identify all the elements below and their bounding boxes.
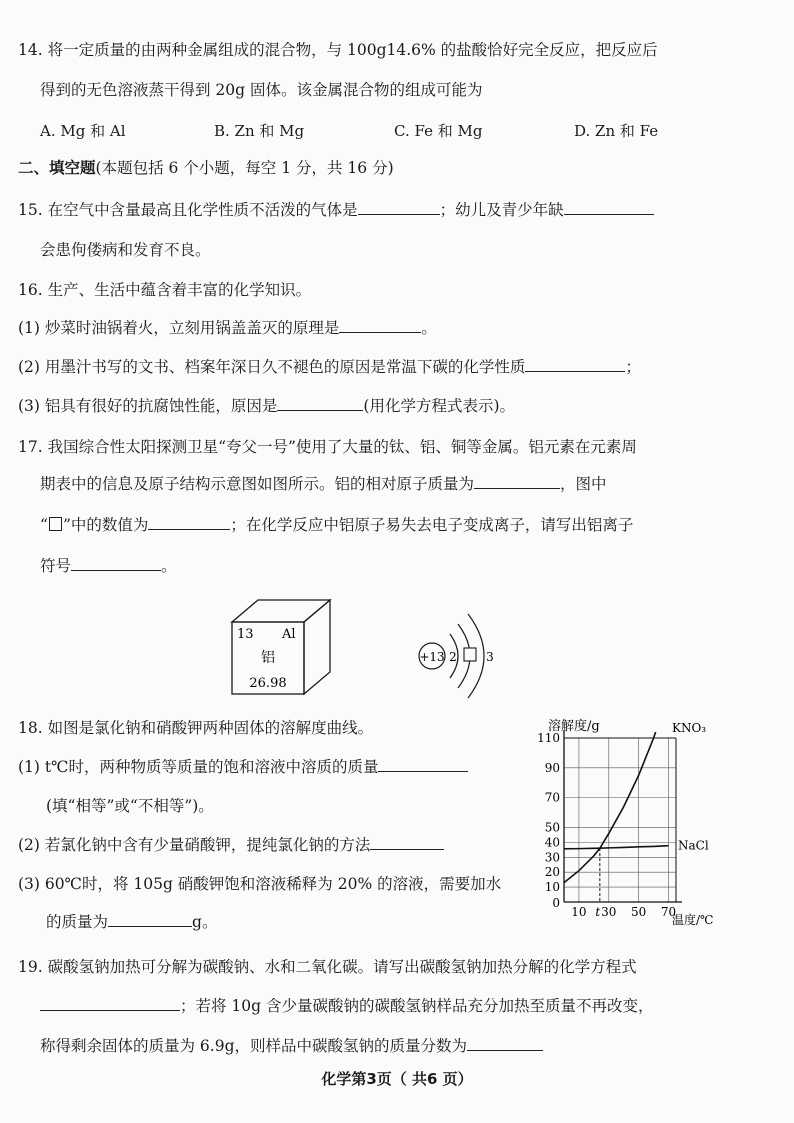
q16-blank-1[interactable] [339, 318, 421, 333]
chart-tick-labels [537, 731, 676, 919]
q14-line1: 14. 将一定质量的由两种金属组成的混合物，与 100g14.6% 的盐酸恰好完全反应，把反应后 [18, 41, 658, 59]
q14-option-c: C. Fe 和 Mg [394, 122, 483, 140]
q16-p3-text: (3) 铝具有很好的抗腐蚀性能，原因是 [18, 397, 278, 415]
section-heading [18, 158, 394, 178]
y-tick-label: 110 [537, 731, 560, 745]
chart-axes [564, 730, 682, 902]
chart-series [564, 712, 709, 902]
q18-p3-text: 的质量为 [46, 913, 109, 931]
q18-p3-unit: g。 [192, 913, 218, 931]
q18-part3: (3) 60℃时，将 105g 硝酸钾饱和溶液稀释为 20% 的溶液，需要加水 [18, 875, 502, 893]
q19-line2 [40, 996, 654, 1016]
y-tick-label: 40 [544, 835, 560, 850]
y-tick-label: 50 [544, 820, 560, 835]
q17-line2 [40, 474, 607, 494]
q14-option-a: A. Mg 和 Al [40, 122, 126, 140]
q16-p1-end: 。 [421, 319, 437, 337]
x-tick-label: t [595, 905, 601, 919]
section-note: (本题包括 6 个小题，每空 1 分，共 16 分) [95, 159, 394, 177]
q14-line2: 得到的无色溶液蒸干得到 20g 固体。该金属混合物的组成可能为 [40, 81, 483, 99]
q17-line3 [40, 515, 633, 535]
q17-line4 [40, 556, 177, 576]
q19-blank-2[interactable] [467, 1036, 543, 1051]
y-tick-label: 20 [544, 865, 560, 880]
q17-line1: 17. 我国综合性太阳探测卫星“夸父一号”使用了大量的钛、铝、铜等金属。铝元素在元素周 [18, 438, 637, 456]
q17-blank-2[interactable] [148, 515, 230, 530]
q14-option-d: D. Zn 和 Fe [574, 122, 659, 140]
q17-l3-rest: ；在化学反应中铝原子易失去电子变成离子，请写出铝离子 [230, 516, 634, 534]
x-tick-label: 70 [660, 905, 677, 919]
q15-text-b: ；幼儿及青少年缺 [439, 201, 564, 219]
q18-part1 [18, 757, 468, 777]
shell-2-box [464, 648, 476, 661]
q19-blank-1[interactable] [40, 996, 180, 1011]
placeholder-box-icon [49, 517, 62, 531]
atomic-mass: 26.98 [249, 676, 287, 691]
cube-top [232, 600, 330, 622]
shell-3-electrons: 3 [486, 650, 494, 664]
q16-p2-text: (2) 用墨汁书写的文书、档案年深日久不褪色的原因是常温下碳的化学性质 [18, 358, 526, 376]
q17-l3-quote-open: “ [40, 516, 48, 534]
q16-part2 [18, 357, 641, 377]
q19-line3 [40, 1036, 543, 1056]
q19-l3-text: 称得剩余固体的质量为 6.9g，则样品中碳酸氢钠的质量分数为 [40, 1037, 468, 1055]
q18-part2 [18, 835, 444, 855]
y-tick-label: 90 [544, 760, 560, 775]
shell-1-electrons: 2 [449, 650, 457, 664]
q18-part1-note: (填“相等”或“不相等”)。 [46, 797, 214, 815]
q17-blank-3[interactable] [71, 556, 161, 571]
chart-grid [564, 738, 676, 902]
nucleus-charge: +13 [419, 650, 445, 664]
q17-l4-end: 。 [161, 557, 177, 575]
chart-y-axis-label: 溶解度/g [548, 719, 600, 734]
q18-blank-1[interactable] [378, 757, 468, 772]
q16-blank-2[interactable] [525, 357, 625, 372]
q18-part3-line2 [46, 912, 217, 932]
page-footer: 化学第3页（ 共6 页） [321, 1070, 473, 1088]
q18-blank-3[interactable] [108, 912, 192, 927]
q15-text-a: 15. 在空气中含量最高且化学性质不活泼的气体是 [18, 201, 358, 219]
q18-blank-2[interactable] [370, 835, 444, 850]
solubility-chart [528, 712, 724, 934]
q17-l3-text: ”中的数值为 [62, 516, 149, 534]
q16-p1-text: (1) 炒菜时油锅着火，立刻用锅盖盖灭的原理是 [18, 319, 340, 337]
q16-part3 [18, 396, 515, 416]
x-tick-label: 10 [571, 905, 587, 919]
y-tick-label: 70 [544, 790, 560, 805]
series-line-nacl [564, 846, 669, 849]
q16-p2-end: ； [625, 358, 641, 376]
q16-p3-end: (用化学方程式表示)。 [363, 397, 515, 415]
q17-blank-1[interactable] [474, 474, 560, 489]
section-title: 二、填空题 [18, 159, 96, 177]
q19-line1: 19. 碳酸氢钠加热可分解为碳酸钠、水和二氧化碳。请写出碳酸氢钠加热分解的化学方程式 [18, 958, 637, 976]
element-cell-figure [224, 596, 336, 700]
y-tick-label: 30 [544, 850, 560, 865]
x-tick-label: 50 [631, 905, 647, 919]
y-tick-label: 10 [544, 880, 560, 895]
q15-line1 [18, 200, 654, 220]
cube-side [304, 600, 330, 694]
q14-option-b: B. Zn 和 Mg [214, 122, 305, 140]
atom-structure-diagram [410, 606, 520, 702]
q18-p1-text: (1) t℃时，两种物质等质量的饱和溶液中溶质的质量 [18, 758, 379, 776]
element-symbol: Al [282, 627, 296, 642]
q17-l2-end: ，图中 [560, 475, 607, 493]
q18-p2-text: (2) 若氯化钠中含有少量硝酸钾，提纯氯化钠的方法 [18, 836, 371, 854]
q17-l2-text: 期表中的信息及原子结构示意图如图所示。铝的相对原子质量为 [40, 475, 475, 493]
chart-x-axis-label: 温度/℃ [672, 913, 714, 927]
q17-l4-text: 符号 [40, 557, 72, 575]
q18-intro: 18. 如图是氯化钠和硝酸钾两种固体的溶解度曲线。 [18, 719, 374, 737]
q15-blank-1[interactable] [358, 200, 440, 215]
x-tick-label: 30 [601, 905, 617, 919]
chart-origin-label: 0 [552, 896, 560, 910]
series-label-nacl: NaCl [678, 838, 709, 853]
q16-intro: 16. 生产、生活中蕴含着丰富的化学知识。 [18, 281, 312, 299]
q16-part1 [18, 318, 437, 338]
series-label-kno3: KNO₃ [672, 721, 707, 735]
q16-blank-3[interactable] [277, 396, 363, 411]
q15-blank-2[interactable] [564, 200, 654, 215]
atomic-number: 13 [237, 627, 254, 642]
element-name: 铝 [261, 650, 275, 666]
q19-l2-text: ；若将 10g 含少量碳酸钠的碳酸氢钠样品充分加热至质量不再改变， [180, 997, 654, 1015]
q15-line2: 会患佝偻病和发育不良。 [40, 241, 211, 259]
